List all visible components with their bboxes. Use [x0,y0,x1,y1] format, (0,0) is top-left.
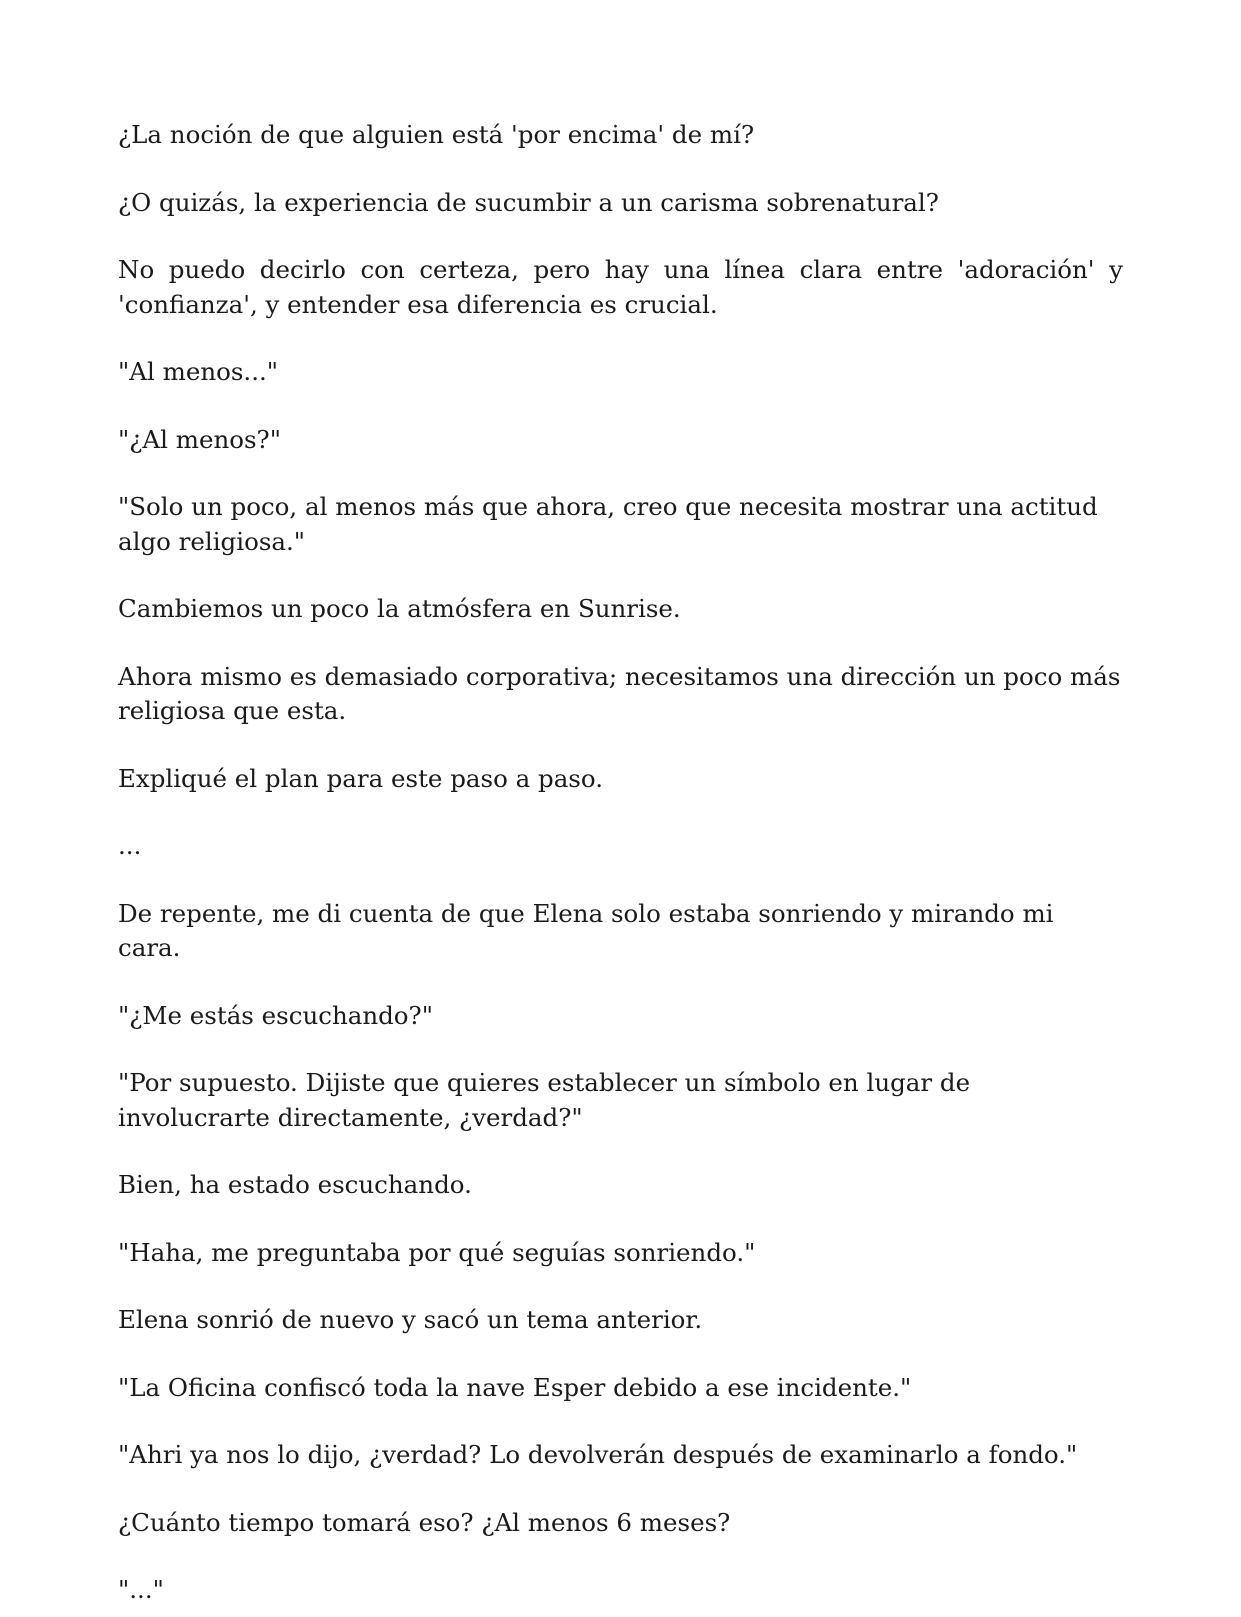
paragraph: Bien, ha estado escuchando. [118,1170,472,1199]
paragraph: No puedo decirlo con certeza, pero hay una línea clara entre 'adoración' y 'confianza', y entender esa diferencia es crucial. [118,255,1123,319]
paragraph: "Solo un poco, al menos más que ahora, creo que necesita mostrar una actitud algo religiosa." [118,492,1098,556]
paragraph: Expliqué el plan para este paso a paso. [118,763,603,793]
paragraph: "Ahri ya nos lo dijo, ¿verdad? Lo devolverán después de examinarlo a fondo." [118,1440,1078,1469]
paragraph: Elena sonrió de nuevo y sacó un tema anterior. [118,1305,703,1334]
paragraph: Ahora mismo es demasiado corporativa; necesitamos una dirección un poco más religiosa que esta. [118,661,1121,725]
paragraph: ¿La noción de que alguien está 'por encima' de mí? [118,120,755,149]
paragraph: "La Oficina confiscó toda la nave Esper debido a ese incidente." [118,1372,912,1402]
paragraph: "Haha, me preguntaba por qué seguías sonriendo." [118,1237,756,1267]
paragraph: "¿Me estás escuchando?" [118,1000,433,1030]
paragraph: ... [118,831,142,860]
paragraph: Cambiemos un poco la atmósfera en Sunrise. [118,594,681,623]
paragraph: ¿O quizás, la experiencia de sucumbir a un carisma sobrenatural? [118,187,939,217]
paragraph: "¿Al menos?" [118,424,281,454]
paragraph: ¿Cuánto tiempo tomará eso? ¿Al menos 6 meses? [118,1507,731,1537]
paragraph: De repente, me di cuenta de que Elena solo estaba sonriendo y mirando mi cara. [118,898,1054,962]
paragraph: "..." [118,1575,164,1604]
paragraph: "Al menos..." [118,357,279,386]
paragraph: "Por supuesto. Dijiste que quieres establecer un símbolo en lugar de involucrarte directamente, ¿verdad?" [118,1068,971,1132]
document-body [118,118,1123,1608]
